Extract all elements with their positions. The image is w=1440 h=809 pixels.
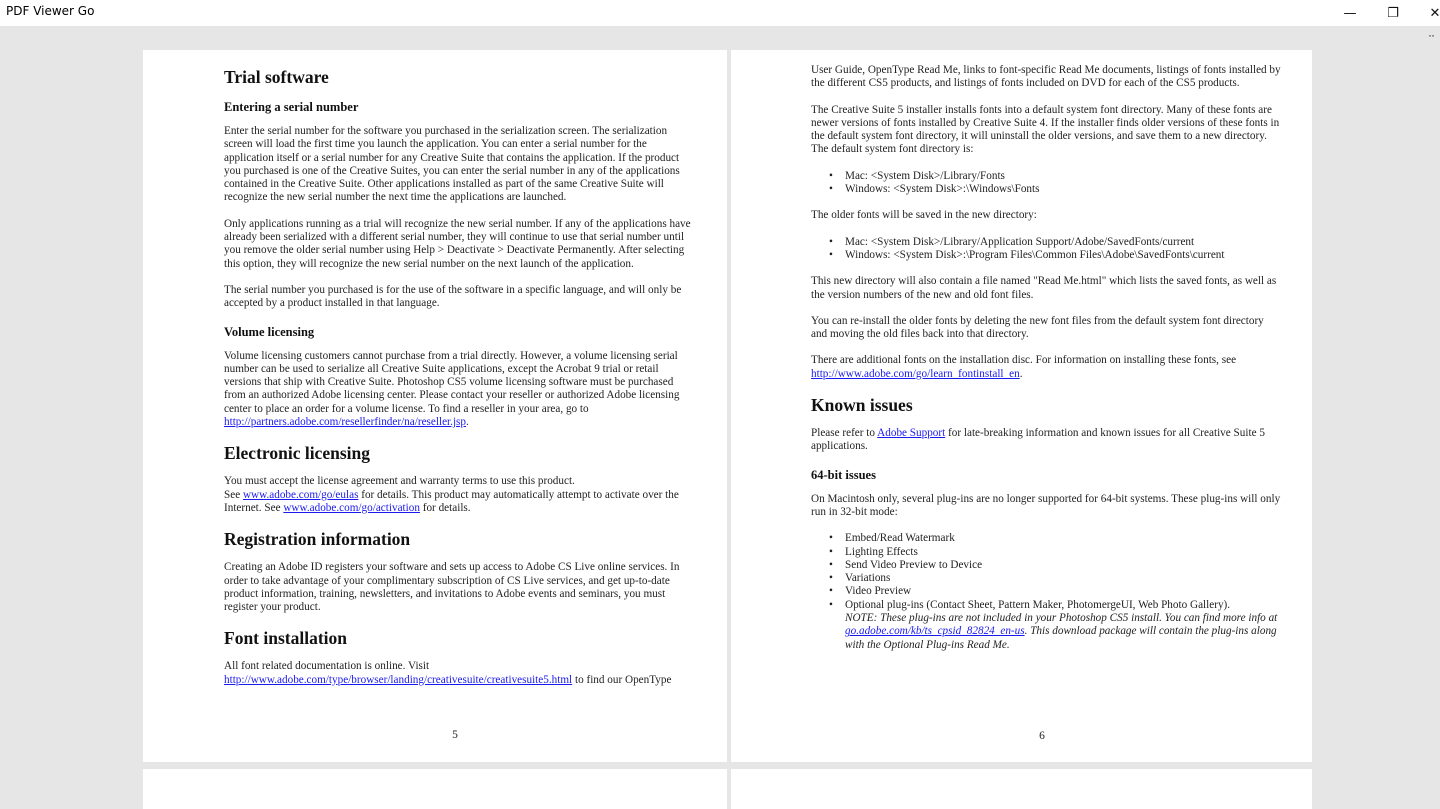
- bullet-list: [811, 170, 1281, 197]
- heading-electronic-licensing: Electronic licensing: [224, 443, 370, 464]
- bullet-icon: •: [829, 585, 833, 598]
- text: Variations: [845, 572, 891, 585]
- paragraph: The serial number you purchased is for the use of the software in a specific language, and will only be accepted by a product installed in that language.: [224, 283, 682, 310]
- paragraph: Enter the serial number for the software you purchased in the serialization screen. The serialization screen will load the first time you launch the application. You can enter a serial number for the application itself or a serial number for any Creative Suite that contains the application. If the product you purchased is one of the Creative Suites, you can enter the serial number in any of the applications contained in the Creative Suite. Other applications installed as part of the same Creative Suite will recognize the new serial number the next time the applications are launched.: [224, 125, 680, 204]
- kb-link[interactable]: go.adobe.com/kb/ts_cpsid_82824_en-us: [845, 625, 1025, 638]
- activation-link[interactable]: www.adobe.com/go/activation: [283, 501, 420, 514]
- paragraph: The Creative Suite 5 installer installs fonts into a default system font directory. Many of these fonts are newer versions of fonts installed by Creative Suite 4. If the installer finds older versions of these fonts in the default system font directory, it will uninstall the older versions, and save them to a new directory. The default system font directory is:: [811, 103, 1280, 156]
- close-icon: ✕: [1429, 5, 1440, 21]
- paragraph: You can re-install the older fonts by deleting the new font files from the default system font directory and moving the old files back into that directory.: [811, 314, 1264, 341]
- text: NOTE: These plug-ins are not included in your Photoshop CS5 install. You can find more info at: [845, 612, 1278, 625]
- text: Mac: <System Disk>/Library/Application Support/Adobe/SavedFonts/current: [845, 235, 1195, 248]
- adobe-support-link[interactable]: Adobe Support: [877, 427, 946, 440]
- text: Optional plug-ins (Contact Sheet, Pattern Maker, PhotomergeUI, Web Photo Gallery).: [845, 598, 1231, 611]
- list-item: [829, 249, 1281, 262]
- bullet-icon: •: [829, 248, 833, 261]
- paragraph: [224, 475, 694, 515]
- text: Please refer to: [811, 427, 875, 440]
- pdf-page-7-partial: [143, 769, 727, 809]
- text: Volume licensing customers cannot purchase from a trial directly. However, a volume licensing serial number can be used to serialize all Creative Suite applications, except the Acrobat 9 trial or retail versions that ship with Creative Suite. Photoshop CS5 volume licensing software must be purchased from an authorized Adobe licensing center. Please contact your reseller or authorized Adobe licensing center to place an order for a volume license. To find a reseller in your area, go to: [224, 349, 680, 415]
- heading-64-bit-issues: 64-bit issues: [811, 467, 876, 482]
- text: Lighting Effects: [845, 545, 918, 558]
- fontinstall-link[interactable]: http://www.adobe.com/go/learn_fontinstall_en: [811, 367, 1020, 380]
- paragraph: [811, 354, 1281, 381]
- pdf-page-6: [731, 50, 1312, 762]
- page-number: 6: [1039, 730, 1045, 742]
- title-bar: [0, 0, 1440, 26]
- plugin-list: [811, 532, 1281, 652]
- more-options-button[interactable]: [1423, 30, 1439, 46]
- pdf-page-5: [143, 50, 727, 762]
- list-item: [829, 532, 1281, 545]
- list-item: [829, 559, 1281, 572]
- text: to find our OpenType: [574, 673, 672, 686]
- text: .: [466, 416, 469, 429]
- page-number: 5: [452, 729, 458, 741]
- paragraph: [224, 660, 694, 687]
- paragraph: [224, 350, 694, 430]
- paragraph: Only applications running as a trial will recognize the new serial number. If any of the applications have already been serialized with a different serial number, they will continue to use that serial number until you remove the older serial number using Help > Deactivate > Deactivate Permanently. After selecting this option, they will recognize the new serial number on the next launch of the application.: [224, 217, 691, 270]
- text: for details.: [422, 501, 471, 514]
- font-docs-link[interactable]: http://www.adobe.com/type/browser/landing/creativesuite/creativesuite5.html: [224, 673, 573, 686]
- paragraph: User Guide, OpenType Read Me, links to font-specific Read Me documents, listings of fonts installed by the different CS5 products, and listings of fonts included on DVD for each of the CS5 products.: [811, 64, 1281, 90]
- list-item: [829, 546, 1281, 559]
- note-text: [845, 612, 1277, 651]
- text: You must accept the license agreement and warranty terms to use this product.: [224, 475, 575, 488]
- text: for late-breaking information and known issues for all Creative Suite 5 applications.: [811, 427, 1265, 453]
- bullet-icon: •: [829, 235, 833, 248]
- bullet-icon: •: [829, 572, 833, 585]
- bullet-icon: •: [829, 598, 833, 611]
- bullet-list: [811, 236, 1281, 263]
- text: Send Video Preview to Device: [845, 558, 983, 571]
- paragraph: On Macintosh only, several plug-ins are no longer supported for 64-bit systems. These plug-ins will only run in 32-bit mode:: [811, 492, 1281, 518]
- paragraph: [811, 427, 1281, 454]
- heading-registration-information: Registration information: [224, 529, 411, 550]
- bullet-icon: •: [829, 558, 833, 571]
- reseller-link[interactable]: http://partners.adobe.com/resellerfinder/na/reseller.jsp: [224, 416, 466, 429]
- list-item: [829, 585, 1281, 598]
- text: Mac: <System Disk>/Library/Fonts: [845, 169, 1005, 182]
- list-item: [829, 183, 1281, 196]
- document-viewer[interactable]: [0, 26, 1440, 780]
- pdf-page-8-partial: [731, 769, 1312, 809]
- heading-font-installation: Font installation: [224, 628, 348, 649]
- text: See: [224, 488, 241, 501]
- heading-trial-software: Trial software: [224, 67, 329, 87]
- page-content: [811, 64, 1281, 665]
- text: for details. This product may automatically attempt to activate over the Internet. See: [224, 488, 679, 514]
- heading-entering-serial: Entering a serial number: [224, 100, 359, 114]
- text: Windows: <System Disk>:\Windows\Fonts: [845, 183, 1040, 196]
- heading-volume-licensing: Volume licensing: [224, 324, 315, 339]
- minimize-icon: —: [1343, 5, 1357, 21]
- list-item: [829, 170, 1281, 183]
- page-content: [224, 66, 694, 700]
- close-button[interactable]: [1412, 0, 1440, 26]
- list-item: [829, 236, 1281, 249]
- app-title: PDF Viewer Go: [6, 4, 95, 18]
- minimize-button[interactable]: [1327, 0, 1373, 26]
- text: There are additional fonts on the installation disc. For information on installing these fonts, see: [811, 354, 1237, 367]
- restore-icon: ❐: [1387, 5, 1399, 21]
- paragraph: Creating an Adobe ID registers your software and sets up access to Adobe CS Live online services. In order to take advantage of your complimentary subscription of CS Live services, and get up-to-date product information, training, newsletters, and invitations to Adobe events and seminars, you must register your product.: [224, 561, 680, 614]
- restore-button[interactable]: [1370, 0, 1416, 26]
- bullet-icon: •: [829, 545, 833, 558]
- paragraph: This new directory will also contain a file named "Read Me.html" which lists the saved fonts, as well as the version numbers of the new and old font files.: [811, 275, 1277, 301]
- bullet-icon: •: [829, 183, 833, 196]
- text: Embed/Read Watermark: [845, 532, 955, 545]
- bullet-icon: •: [829, 169, 833, 182]
- text: All font related documentation is online. Visit: [224, 660, 430, 673]
- bullet-icon: •: [829, 532, 833, 545]
- list-item: [829, 599, 1281, 652]
- more-icon: ··: [1428, 28, 1434, 42]
- text: .: [1019, 367, 1023, 380]
- text: Windows: <System Disk>:\Program Files\Common Files\Adobe\SavedFonts\current: [845, 248, 1225, 261]
- eulas-link[interactable]: www.adobe.com/go/eulas: [242, 488, 359, 501]
- paragraph: The older fonts will be saved in the new directory:: [811, 209, 1037, 222]
- heading-known-issues: Known issues: [811, 395, 913, 416]
- text: . This download package will contain the plug-ins along with the Optional Plug-ins Read Me.: [845, 625, 1277, 651]
- text: Video Preview: [845, 585, 912, 598]
- list-item: [829, 572, 1281, 585]
